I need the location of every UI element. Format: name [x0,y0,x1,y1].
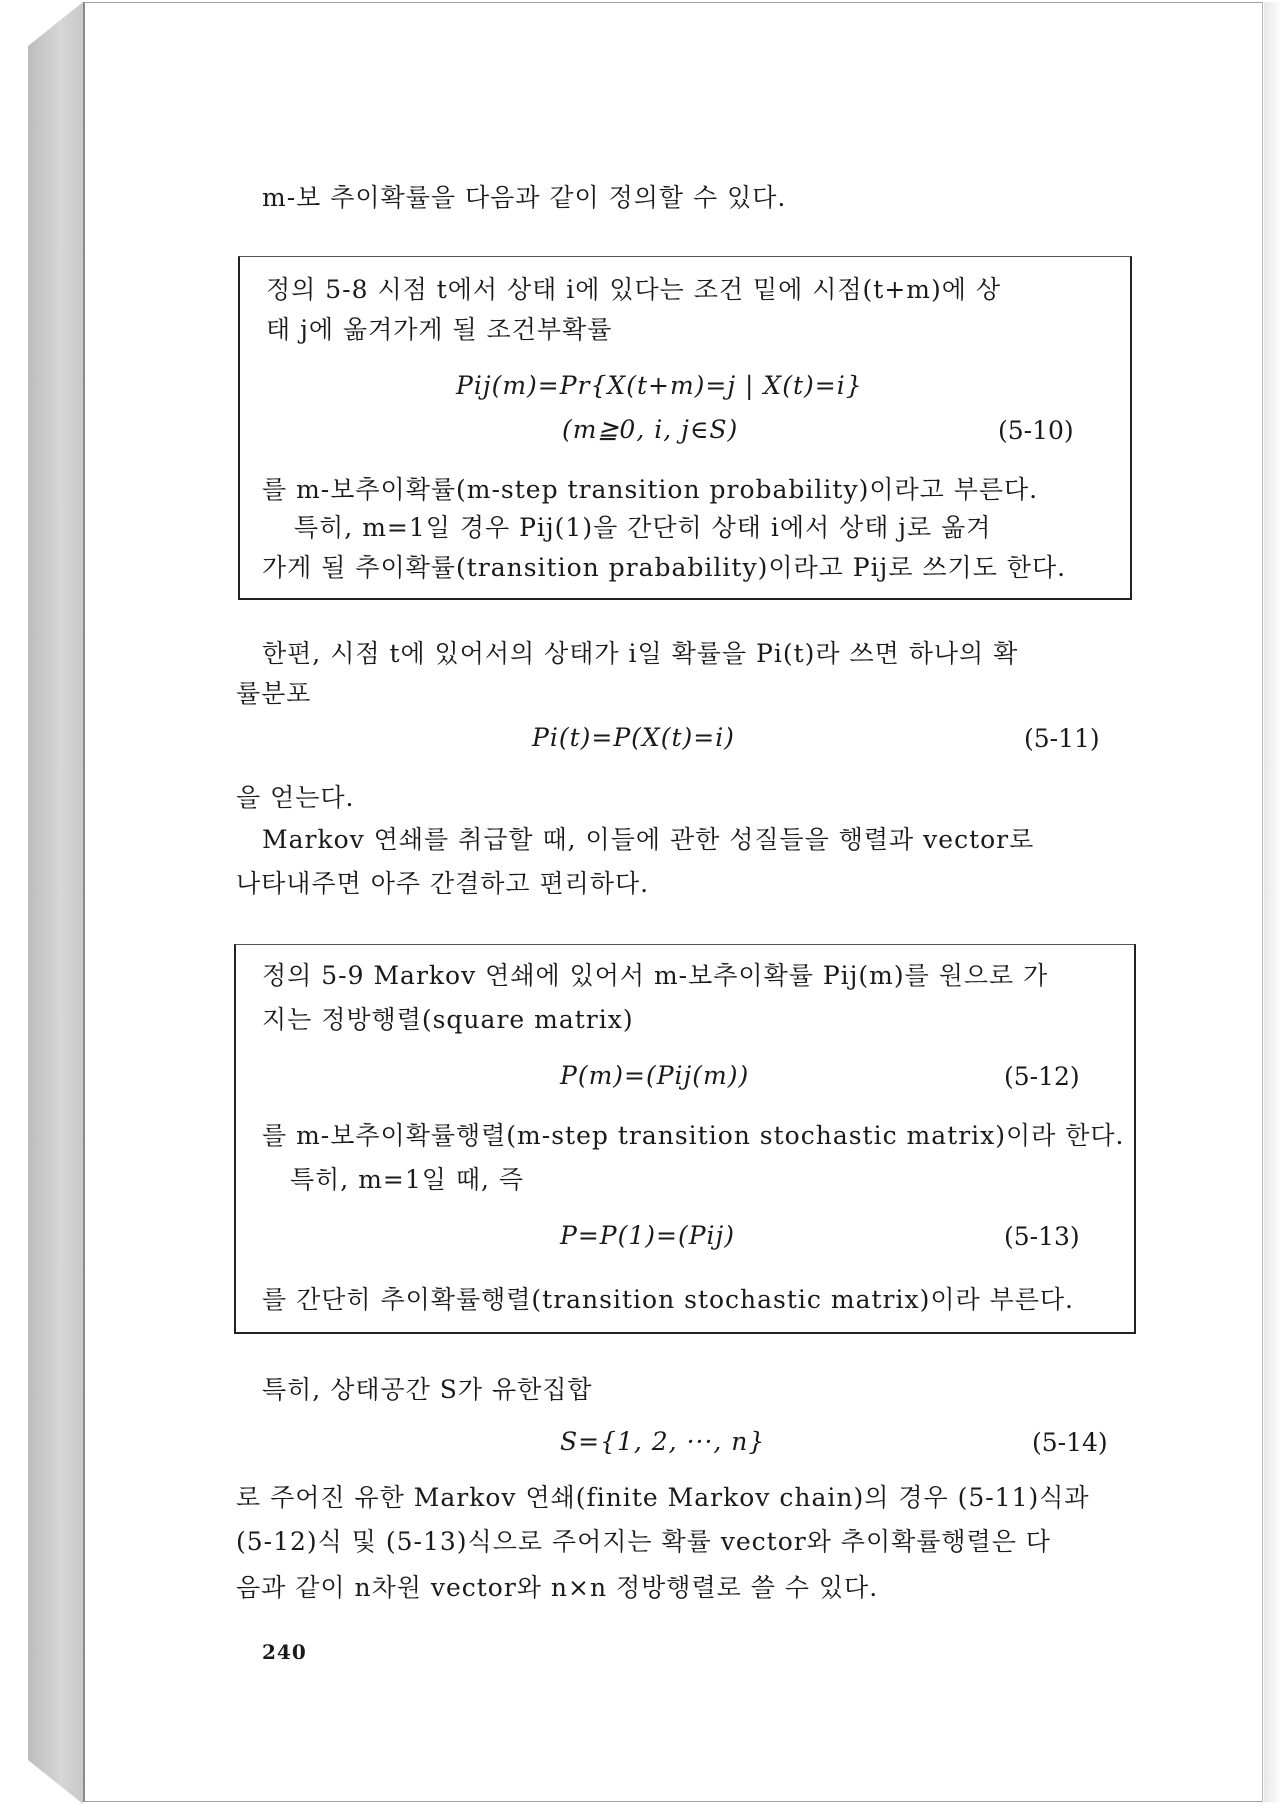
para3-line2: 로 주어진 유한 Markov 연쇄(finite Markov chain)의 경우 (5-11)식과 [236,1483,1090,1512]
def58-equation-number: (5-10) [998,416,1074,445]
para1-line2: 률분포 [236,679,312,708]
book-spine [28,2,83,1804]
para1-line1: 한편, 시점 t에 있어서의 상태가 i일 확률을 Pi(t)라 쓰면 하나의 확 [262,639,1019,668]
def58-line1: 정의 5-8 시점 t에서 상태 i에 있다는 조건 밑에 시점(t+m)에 상 [266,275,1001,304]
para3-equation-number: (5-14) [1032,1428,1108,1457]
def59-line5: 를 간단히 추이확률행렬(transition stochastic matrix)이라 부른다. [262,1285,1074,1314]
para1-equation-number: (5-11) [1024,724,1100,753]
para3-line4: 음과 같이 n차원 vector와 n×n 정방행렬로 쓸 수 있다. [236,1573,879,1602]
para3-line3: (5-12)식 및 (5-13)식으로 주어지는 확률 vector와 추이확률행렬은 다 [236,1527,1051,1556]
page-number: 240 [262,1640,307,1664]
para3-line1: 특히, 상태공간 S가 유한집합 [262,1375,593,1404]
para2-line1: Markov 연쇄를 취급할 때, 이들에 관한 성질들을 행렬과 vector로 [262,825,1035,854]
para3-equation: S={1, 2, ···, n} [560,1427,766,1456]
def58-line2: 태 j에 옮겨가게 될 조건부확률 [266,315,613,344]
page-edge-shadow [1264,2,1282,1802]
para2-line2: 나타내주면 아주 간결하고 편리하다. [236,869,650,898]
def59-equation-1: P(m)=(Pij(m)) [560,1061,750,1090]
def58-equation: Pij(m)=Pr{X(t+m)=j | X(t)=i} [456,371,863,400]
def59-equation-2-number: (5-13) [1004,1222,1080,1251]
def58-line3: 를 m-보추이확률(m-step transition probability)이라고 부른다. [262,475,1039,504]
def59-line4: 특히, m=1일 때, 즉 [290,1165,525,1194]
intro-line: m-보 추이확률을 다음과 같이 정의할 수 있다. [262,183,787,212]
def58-equation-condition: (m≧0, i, j∈S) [562,415,739,444]
def58-line4: 특히, m=1일 경우 Pij(1)을 간단히 상태 i에서 상태 j로 옮겨 [294,513,992,542]
def59-equation-2: P=P(1)=(Pij) [560,1221,736,1250]
def59-line3: 를 m-보추이확률행렬(m-step transition stochastic matrix)이라 한다. [262,1121,1125,1150]
def59-equation-1-number: (5-12) [1004,1062,1080,1091]
para1-line3: 을 얻는다. [236,783,355,812]
def58-line5: 가게 될 추이확률(transition prabability)이라고 Pij로 쓰기도 한다. [262,553,1067,582]
def59-line2: 지는 정방행렬(square matrix) [262,1005,634,1034]
para1-equation: Pi(t)=P(X(t)=i) [532,723,735,752]
def59-line1: 정의 5-9 Markov 연쇄에 있어서 m-보추이확률 Pij(m)를 원으로 가 [262,961,1049,990]
